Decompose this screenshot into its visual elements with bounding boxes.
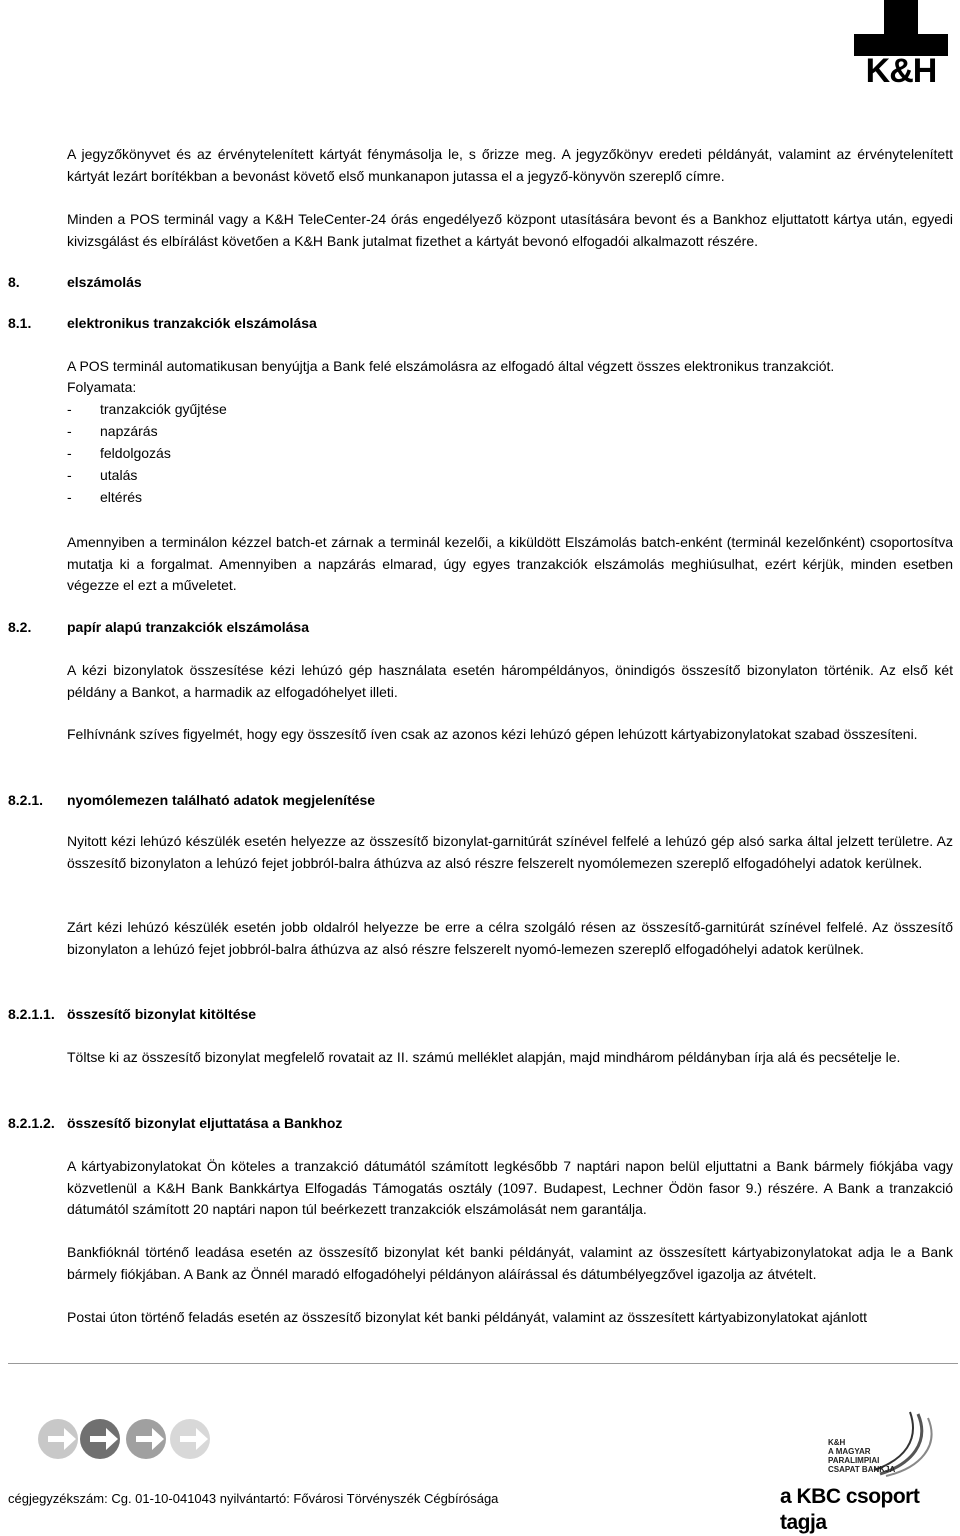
section-number: 8.1.: [8, 315, 32, 331]
paragraph: Zárt kézi lehúzó készülék esetén jobb oldalról helyezze be erre a célra szolgáló résen az összesítő-garnitúrát színével felfelé. Az összesítő bizonylaton a lehúzó fejet jobbról-balra áthúzva az alsó részre felszerelt nyomó-lemezen szereplő elfogadóhelyi adatok kerülnek.: [67, 919, 953, 957]
paragraph: Amennyiben a terminálon kézzel batch-et zárnak a terminál kezelői, a kiküldött Elszámolás batch-enként (terminál kezelőnként) csoportosítva mutatja ki a forgalmat. Amennyiben a napzárás elmarad, úgy egyes tranzakciók elszámolás meghiúsulhat, ezért kérjük, minden esetben végezze el ezt a műveletet.: [67, 534, 953, 593]
section-heading-8-1: [8, 313, 908, 333]
section-number: 8.: [8, 274, 20, 290]
kh-logo-mark-icon: [854, 0, 948, 56]
paragraph: A kártyabizonylatokat Ön köteles a tranzakció dátumától számított legkésőbb 7 naptári napon belül eljuttatni a Bank bármely fiókjába vagy közvetlenül a K&H Bank Bankkártya Elfogadás Támogatás osztály (1097. Budapest, Lechner Ödön fasor 9.) részére. A Bank a tranzakció dátumától számított 20 naptári napon túl beérkezett tranzakciók elszámolását nem garantálja.: [67, 1158, 953, 1217]
section-number: 8.2.1.: [8, 792, 44, 808]
section-title: papír alapú tranzakciók elszámolása: [67, 619, 309, 635]
section-number: 8.2.1.1.: [8, 1006, 55, 1022]
section-title: összesítő bizonylat eljuttatása a Bankhoz: [67, 1115, 343, 1131]
list-item: - utalás: [67, 467, 138, 483]
paragraph: Felhívnánk szíves figyelmét, hogy egy összesítő íven csak az azonos kézi lehúzó gépen lehúzott kártyabizonylatokat szabad összesíteni.: [67, 726, 918, 742]
footer-divider: [8, 1363, 958, 1364]
section-number: 8.2.: [8, 619, 32, 635]
section-heading-8-2: [8, 617, 908, 637]
process-list: [67, 398, 227, 508]
paragraph: Postai úton történő feladás esetén az összesítő bizonylat két banki példányát, valamint az összesített kártyabizonylatokat ajánlott: [67, 1309, 868, 1325]
list-item: - tranzakciók gyűjtése: [67, 401, 227, 417]
section-heading-8-2-1: [8, 790, 908, 810]
paragraph: Bankfióknál történő leadása esetén az összesítő bizonylat két banki példányát, valamint az összesített kártyabizonylatokat adja le a Bank bármely fiókjában. A Bank az Önnél maradó elfogadóhelyi példányon aláírással és dátumbélyegzővel igazolja az átvételt.: [67, 1244, 953, 1282]
paragraph: A POS terminál automatikusan benyújtja a Bank felé elszámolásra az elfogadó által végzett összes elektronikus tranzakciót.: [67, 358, 835, 374]
section-title: elektronikus tranzakciók elszámolása: [67, 315, 317, 331]
section-title: nyomólemezen található adatok megjelenítése: [67, 792, 376, 808]
section-heading-8-2-1-1: [8, 1004, 908, 1024]
paralympic-bank-text: K&H A MAGYAR PARALIMPIAI CSAPAT BANKJA: [828, 1438, 896, 1474]
section-heading-8: [8, 272, 908, 292]
paragraph: Minden a POS terminál vagy a K&H TeleCenter-24 órás engedélyező központ utasítására bevont és a Bankhoz eljuttatott kártya után, egyedi kivizsgálást és elbírálást követően a K&H Bank jutalmat fizethet a kártyát bevonó elfogadói alkalmazott részére.: [67, 211, 953, 249]
arrow-icon: [124, 1414, 174, 1464]
list-item: - napzárás: [67, 423, 158, 439]
paragraph: A kézi bizonylatok összesítése kézi lehúzó gép használata esetén hárompéldányos, önindigós összesítő bizonylaton történik. Az első két példány a Bankot, a harmadik az elfogadóhelyet illeti.: [67, 662, 953, 700]
arrow-icon: [78, 1414, 128, 1464]
kbc-group-slogan: a KBC csoport tagja: [780, 1485, 920, 1534]
paragraph: A jegyzőkönyvet és az érvénytelenített kártyát fénymásolja le, s őrizze meg. A jegyzőkönyv eredeti példányát, valamint az érvénytelenített kártyát lezárt borítékban a bevonást követő első munkanapon jutassa el a jegyző-könyvön szereplő címre.: [67, 146, 953, 184]
list-item: - feldolgozás: [67, 445, 171, 461]
paragraph: Folyamata:: [67, 379, 137, 395]
arrow-icon: [168, 1414, 218, 1464]
list-item: - eltérés: [67, 489, 143, 505]
paragraph: Töltse ki az összesítő bizonylat megfelelő rovatait az II. számú melléklet alapján, majd mindhárom példányban írja alá és pecsételje le.: [67, 1049, 901, 1065]
kh-logo-text: K&H: [865, 52, 937, 90]
company-registration: cégjegyzékszám: Cg. 01-10-041043 nyilvántartó: Fővárosi Törvényszék Cégbírósága: [8, 1491, 499, 1506]
section-number: 8.2.1.2.: [8, 1115, 55, 1131]
paragraph: Nyitott kézi lehúzó készülék esetén helyezze az összesítő bizonylat-garnitúrát színével felfelé a lehúzó gép alsó sarka által jelzett területre. Az összesítő bizonylaton a lehúzó fejet jobbról-balra áthúzva az alsó részre felszerelt nyomólemezen szereplő elfogadóhelyi adatok kerülnek.: [67, 833, 953, 871]
kh-logo: [846, 0, 956, 92]
section-title: elszámolás: [67, 274, 142, 290]
section-title: összesítő bizonylat kitöltése: [67, 1006, 257, 1022]
section-heading-8-2-1-2: [8, 1113, 908, 1133]
